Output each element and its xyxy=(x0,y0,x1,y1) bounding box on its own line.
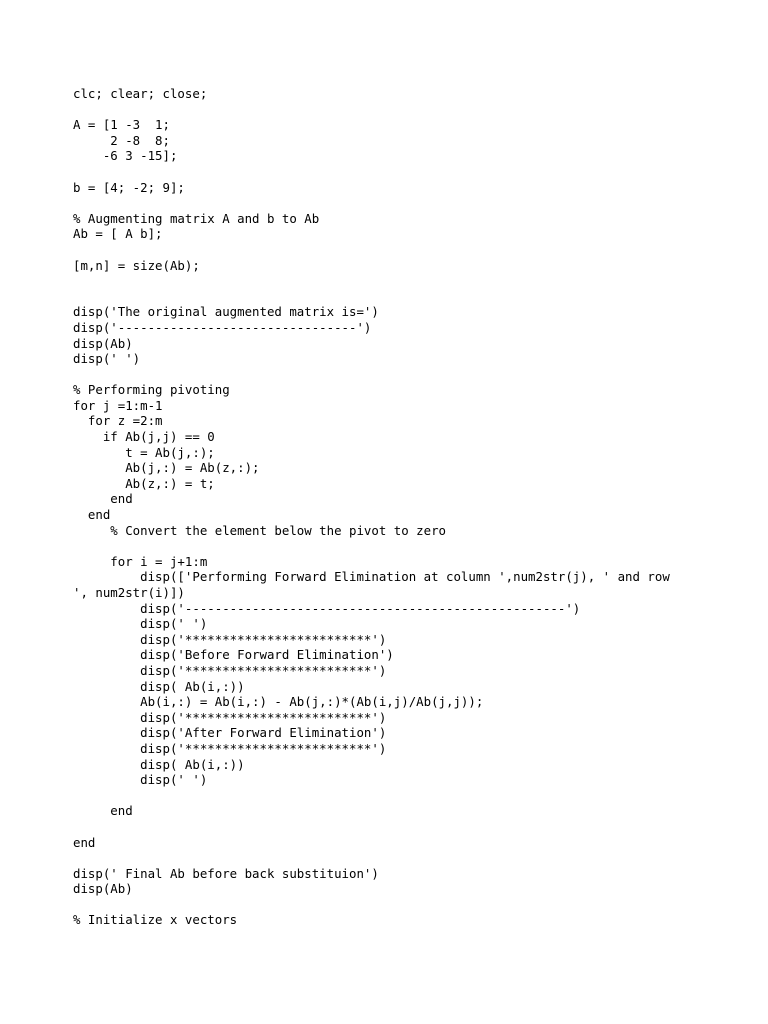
code-line: disp( Ab(i,:)) xyxy=(73,756,245,772)
code-line xyxy=(73,273,733,289)
code-line: disp(' ') xyxy=(73,772,208,788)
code-line xyxy=(73,850,733,866)
code-line: b = [4; -2; 9]; xyxy=(73,179,185,195)
code-line: % Initialize x vectors xyxy=(73,912,238,928)
code-line: % Augmenting matrix A and b to Ab xyxy=(73,210,320,226)
code-line xyxy=(73,195,733,211)
code-line: if Ab(j,j) == 0 xyxy=(73,429,215,445)
code-line: % Performing pivoting xyxy=(73,382,230,398)
code-line: Ab = [ A b]; xyxy=(73,226,163,242)
code-line xyxy=(73,788,733,804)
code-line: disp('*************************') xyxy=(73,740,387,756)
code-line: disp('--------------------------------') xyxy=(73,319,372,335)
code-line xyxy=(73,242,733,258)
code-line: disp('---------------------------------------------------') xyxy=(73,600,581,616)
code-line: clc; clear; close; xyxy=(73,86,208,101)
code-line: disp(Ab) xyxy=(73,335,133,351)
code-line: ', num2str(i)]) xyxy=(73,585,185,600)
code-line: 2 -8 8; xyxy=(73,132,170,148)
code-line: Ab(z,:) = t; xyxy=(73,475,215,491)
code-line: t = Ab(j,:); xyxy=(73,444,215,460)
code-line: end xyxy=(73,834,96,850)
code-line xyxy=(73,164,733,180)
code-line: end xyxy=(73,491,133,507)
code-line: [m,n] = size(Ab); xyxy=(73,257,200,273)
code-line: % Convert the element below the pivot to zero xyxy=(73,522,446,538)
code-line xyxy=(73,897,733,913)
code-line: disp('The original augmented matrix is=') xyxy=(73,304,379,320)
code-line: disp(' ') xyxy=(73,351,141,367)
code-line: disp('*************************') xyxy=(73,662,387,678)
code-line: Ab(i,:) = Ab(i,:) - Ab(j,:)*(Ab(i,j)/Ab(j,j)); xyxy=(73,694,484,710)
code-line: -6 3 -15]; xyxy=(73,148,178,164)
code-line: disp(['Performing Forward Elimination at column ',num2str(j), ' and row xyxy=(73,569,670,585)
code-line: for z =2:m xyxy=(73,413,163,429)
code-line: Ab(j,:) = Ab(z,:); xyxy=(73,460,260,476)
code-line xyxy=(73,289,733,305)
code-line: end xyxy=(73,803,133,819)
code-line: end xyxy=(73,507,111,523)
code-line xyxy=(73,538,733,554)
code-line: disp('*************************') xyxy=(73,709,387,725)
code-line xyxy=(73,819,733,835)
code-line: disp( Ab(i,:)) xyxy=(73,678,245,694)
code-listing xyxy=(73,86,733,928)
code-line: disp('After Forward Elimination') xyxy=(73,725,387,741)
code-line xyxy=(73,367,733,383)
code-line: A = [1 -3 1; xyxy=(73,117,170,133)
code-line: disp('Before Forward Elimination') xyxy=(73,647,394,663)
code-line: disp(' Final Ab before back substituion') xyxy=(73,865,379,881)
code-line xyxy=(73,102,733,118)
code-line: disp(' ') xyxy=(73,616,208,632)
code-line: for j =1:m-1 xyxy=(73,397,163,413)
code-line: for i = j+1:m xyxy=(73,553,208,569)
code-line: disp(Ab) xyxy=(73,881,133,897)
code-line: disp('*************************') xyxy=(73,631,387,647)
